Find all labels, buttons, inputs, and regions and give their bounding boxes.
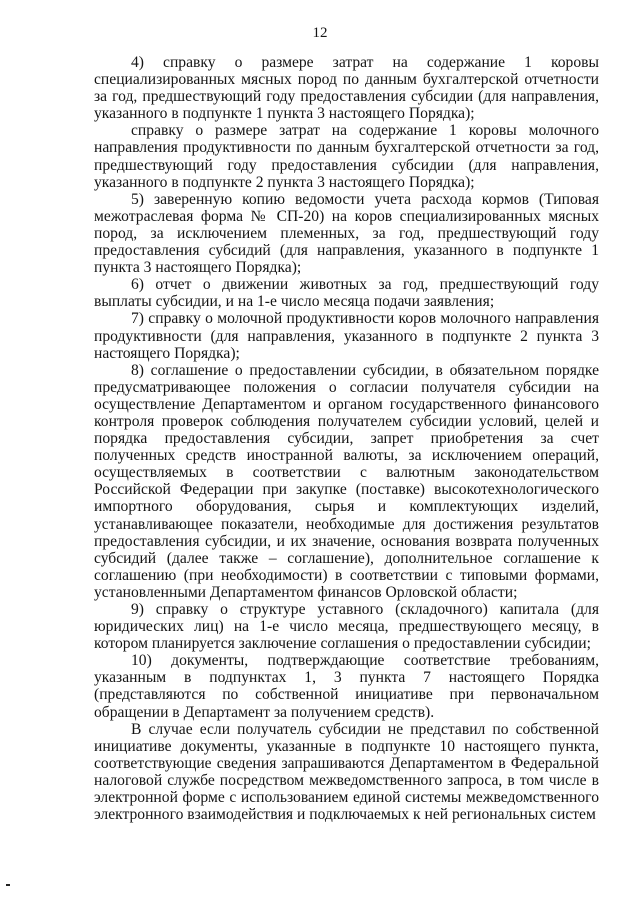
document-body: [94, 54, 599, 823]
paragraph-item-6: 6) отчет о движении животных за год, предшествующий году выплаты субсидии, и на 1-е число месяца подачи заявления;: [94, 276, 599, 311]
paragraph-item-7: 7) справку о молочной продуктивности коров молочного направления продуктивности (для направления, указанного в подпункте 2 пункта 3 настоящего Порядка);: [94, 310, 599, 362]
paragraph-item-9: 9) справку о структуре уставного (складочного) капитала (для юридических лиц) на 1-е число месяца, предшествующего месяцу, в котором планируется заключение соглашения о предоставлении субсидии;: [94, 601, 599, 653]
paragraph-item-10: 10) документы, подтверждающие соответствие требованиям, указанным в подпунктах 1, 3 пункта 7 настоящего Порядка (представляются по собственной инициативе при первоначальном обращении в Департамент за получением средств).: [94, 652, 599, 721]
paragraph-interagency-request: В случае если получатель субсидии не представил по собственной инициативе документы, указанные в подпункте 10 настоящего пункта, соответствующие сведения запрашиваются Департаментом в Федеральной налоговой службе посредством межведомственного запроса, в том числе в электронной форме с использованием единой системы межведомственного электронного взаимодействия и подключаемых к ней региональных систем: [94, 720, 599, 824]
paragraph-item-4-dairy: справку о размере затрат на содержание 1 коровы молочного направления продуктивности по данным бухгалтерской отчетности за год, предшествующий году предоставления субсидии (для направления, указанного в подпункте 2 пункта 3 настоящего Порядка);: [94, 122, 599, 191]
paragraph-item-8: 8) соглашение о предоставлении субсидии, в обязательном порядке предусматривающее положения о согласии получателя субсидии на осуществление Департаментом и органом государственного финансового контроля проверок соблюдения получателем субсидии условий, целей и порядка предоставления субсидии, запрет приобретения за счет полученных средств иностранной валюты, за исключением операций, осуществляемых в соответствии с валютным законодательством Российской Федерации при закупке (поставке) высокотехнологического импортного оборудования, сырья и комплектующих изделий, устанавливающее показатели, необходимые для достижения результатов предоставления субсидии, и их значение, основания возврата полученных субсидий (далее также – соглашение), дополнительное соглашение к соглашению (при необходимости) в соответствии с типовыми формами, установленными Департаментом финансов Орловской области;: [94, 361, 599, 601]
paragraph-item-4: 4) справку о размере затрат на содержание 1 коровы специализированных мясных пород по данным бухгалтерской отчетности за год, предшествующий году предоставления субсидии (для направления, указанного в подпункте 1 пункта 3 настоящего Порядка);: [94, 54, 599, 123]
page-number: 12: [312, 25, 328, 41]
paragraph-item-5: 5) заверенную копию ведомости учета расхода кормов (Типовая межотраслевая форма № СП-20) на коров специализированных мясных пород, за исключением племенных, за год, предшествующий году предоставления субсидий (для направления, указанного в подпункте 1 пункта 3 настоящего Порядка);: [94, 190, 599, 277]
scan-margin-mark: [6, 884, 10, 886]
